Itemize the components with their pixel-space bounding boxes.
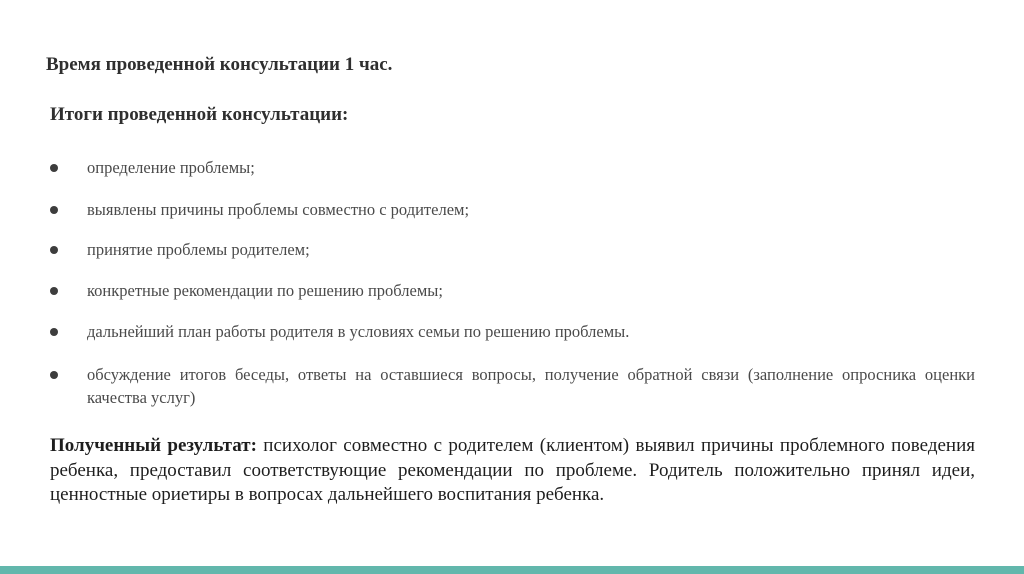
- consultation-duration-heading: Время проведенной консультации 1 час.: [46, 54, 393, 75]
- consultation-results-heading: Итоги проведенной консультации:: [50, 104, 349, 125]
- list-item-text: принятие проблемы родителем;: [87, 240, 310, 259]
- list-item-text: дальнейший план работы родителя в условиях семьи по решению проблемы.: [87, 322, 630, 341]
- bullet-icon: [50, 371, 58, 379]
- result-paragraph: [50, 434, 975, 508]
- accent-bar: [0, 566, 1024, 574]
- result-label: Полученный результат:: [50, 435, 257, 456]
- list-item-text: определение проблемы;: [87, 158, 255, 177]
- bullet-icon: [50, 206, 58, 214]
- list-item-text: выявлены причины проблемы совместно с родителем;: [87, 200, 470, 219]
- list-item-text: обсуждение итогов беседы, ответы на оставшиеся вопросы, получение обратной связи (заполнение опросника оценки качества услуг): [87, 365, 975, 407]
- bullet-icon: [50, 246, 58, 254]
- list-item-text: конкретные рекомендации по решению проблемы;: [87, 281, 443, 300]
- bullet-icon: [50, 328, 58, 336]
- result-text: психолог совместно с родителем (клиентом) выявил причины проблемного поведения ребенка, предоставил соответствующие рекомендации по проблеме. Родитель положительно принял идеи, ценностные ориетиры в вопросах дальнейшего воспитания ребенка.: [50, 435, 975, 505]
- bullet-icon: [50, 164, 58, 172]
- bullet-icon: [50, 287, 58, 295]
